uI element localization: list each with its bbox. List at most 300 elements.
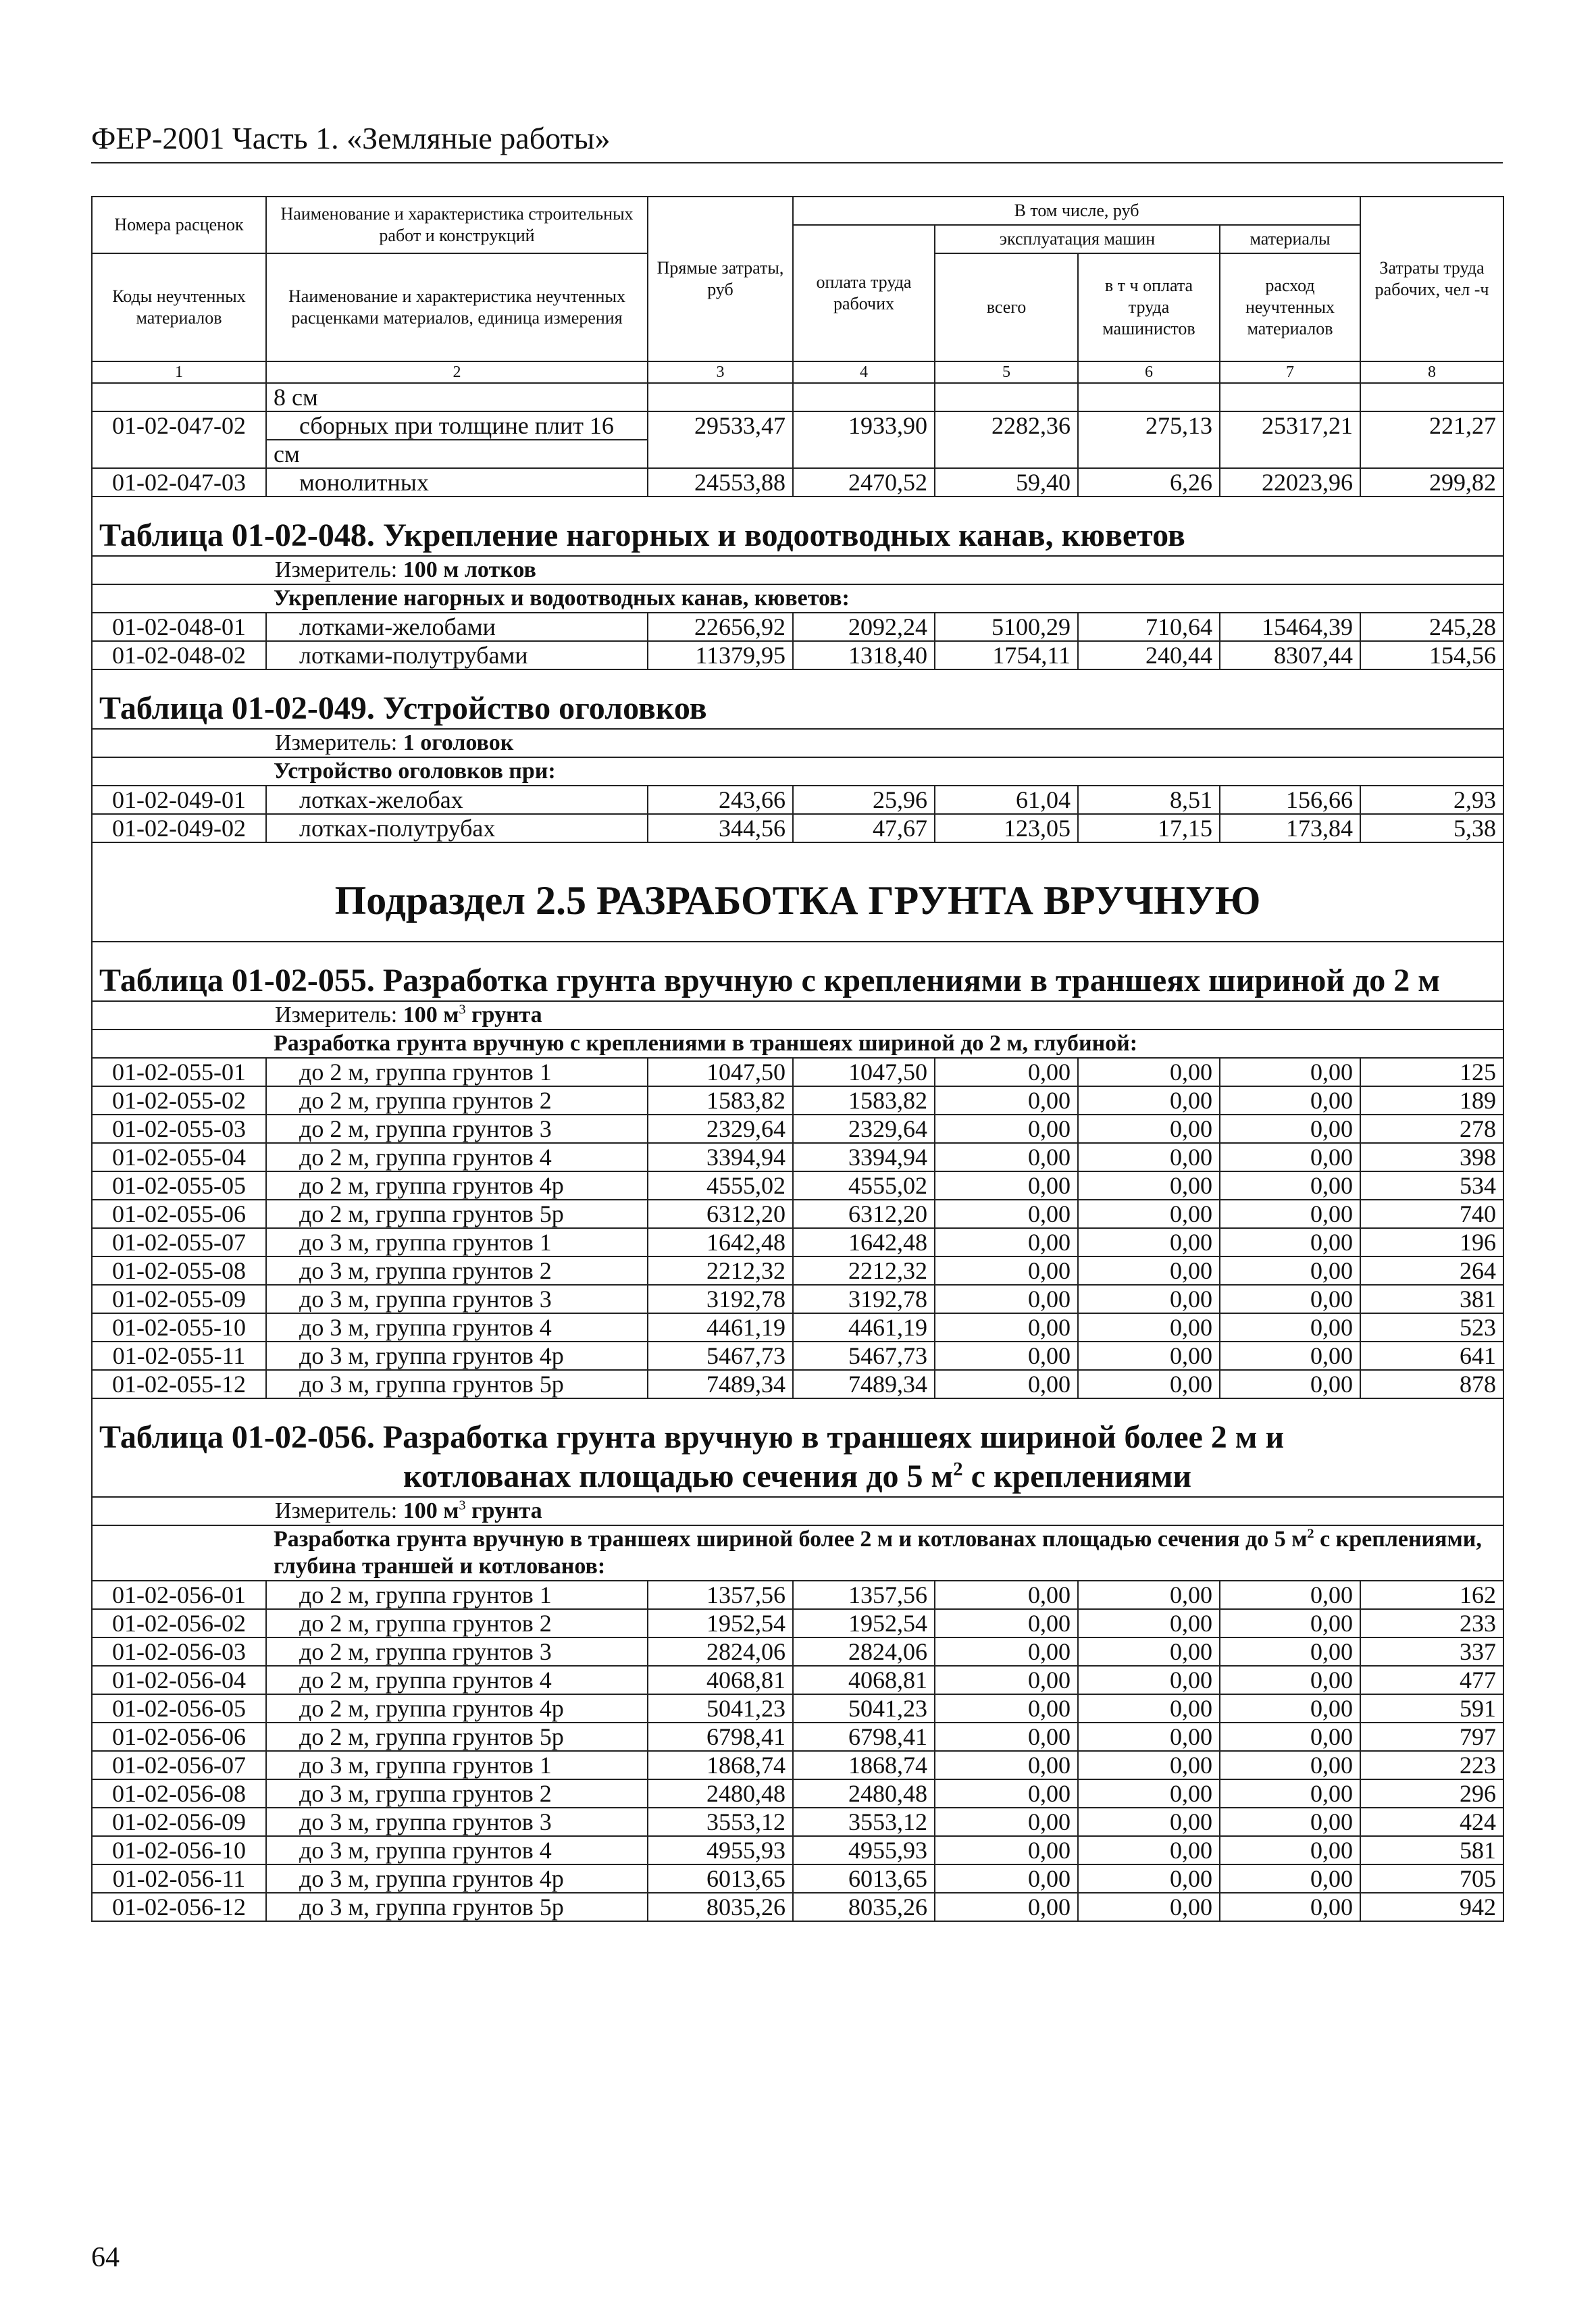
machinists-pay: 0,00	[1078, 1808, 1220, 1836]
direct-cost: 1952,54	[648, 1609, 793, 1637]
materials-cost: 0,00	[1220, 1723, 1360, 1751]
materials-cost: 8307,44	[1220, 641, 1360, 669]
table-row	[92, 1666, 1503, 1694]
header-col6: в т ч оплата труда машинистов	[1078, 253, 1220, 361]
rate-code: 01-02-056-04	[92, 1666, 266, 1694]
rate-name: до 3 м, группа грунтов 1	[266, 1751, 648, 1779]
labor-hours: 196	[1360, 1228, 1503, 1256]
direct-cost: 5467,73	[648, 1342, 793, 1370]
rate-name: до 3 м, группа грунтов 1	[266, 1228, 648, 1256]
rate-code: 01-02-055-10	[92, 1313, 266, 1342]
machines-total: 0,00	[935, 1228, 1078, 1256]
machines-total: 0,00	[935, 1751, 1078, 1779]
table-title-text: Таблица 01-02-055. Разработка грунта вручную с креплениями в траншеях шириной до 2 м	[99, 963, 1440, 998]
table-row	[92, 814, 1503, 842]
rate-name: лотками-желобами	[266, 613, 648, 641]
machines-total: 5100,29	[935, 613, 1078, 641]
header-col5: всего	[935, 253, 1078, 361]
table-row	[92, 1115, 1503, 1143]
labor-cost: 25,96	[793, 786, 935, 814]
measure-label: Измеритель:	[275, 1498, 398, 1523]
table-title-row	[92, 669, 1503, 729]
table-row	[92, 613, 1503, 641]
direct-cost: 5041,23	[648, 1694, 793, 1723]
rate-code: 01-02-056-05	[92, 1694, 266, 1723]
machines-total: 0,00	[935, 1779, 1078, 1808]
rate-code: 01-02-047-03	[92, 468, 266, 497]
machinists-pay: 8,51	[1078, 786, 1220, 814]
table-title-line2-text: котлованах площадью сечения до 5 м	[403, 1458, 954, 1494]
rate-name: до 2 м, группа грунтов 4р	[266, 1171, 648, 1200]
table-title-line2	[99, 1457, 1496, 1496]
measure-row	[92, 556, 1503, 584]
rate-name: до 3 м, группа грунтов 2	[266, 1256, 648, 1285]
rate-name: лотках-желобах	[266, 786, 648, 814]
table-row	[92, 1751, 1503, 1779]
materials-cost: 0,00	[1220, 1200, 1360, 1228]
labor-hours: 337	[1360, 1637, 1503, 1666]
labor-cost: 2212,32	[793, 1256, 935, 1285]
machines-total: 0,00	[935, 1086, 1078, 1115]
rate-name: монолитных	[266, 468, 648, 497]
rate-name: лотками-полутрубами	[266, 641, 648, 669]
subheading-superscript: 2	[1307, 1526, 1314, 1542]
direct-cost: 1047,50	[648, 1058, 793, 1086]
machines-total: 0,00	[935, 1342, 1078, 1370]
machinists-pay: 0,00	[1078, 1285, 1220, 1313]
machinists-pay: 0,00	[1078, 1864, 1220, 1893]
labor-hours: 797	[1360, 1723, 1503, 1751]
table-row	[92, 786, 1503, 814]
rate-code: 01-02-056-09	[92, 1808, 266, 1836]
table-row	[92, 1808, 1503, 1836]
direct-cost: 6798,41	[648, 1723, 793, 1751]
measure-line	[99, 1002, 542, 1027]
direct-cost: 2212,32	[648, 1256, 793, 1285]
labor-hours: 477	[1360, 1666, 1503, 1694]
rate-name: до 3 м, группа грунтов 4р	[266, 1864, 648, 1893]
table-row	[92, 1313, 1503, 1342]
direct-cost: 1583,82	[648, 1086, 793, 1115]
carryover-line	[92, 383, 1503, 411]
direct-cost: 22656,92	[648, 613, 793, 641]
table-row	[92, 1370, 1503, 1398]
machinists-pay: 710,64	[1078, 613, 1220, 641]
rate-name: до 2 м, группа грунтов 4	[266, 1143, 648, 1171]
labor-cost: 1047,50	[793, 1058, 935, 1086]
labor-cost: 3553,12	[793, 1808, 935, 1836]
labor-hours: 278	[1360, 1115, 1503, 1143]
rate-code: 01-02-055-05	[92, 1171, 266, 1200]
rate-name: лотках-полутрубах	[266, 814, 648, 842]
table-row	[92, 1200, 1503, 1228]
materials-cost: 0,00	[1220, 1779, 1360, 1808]
rate-name: до 3 м, группа грунтов 4	[266, 1836, 648, 1864]
materials-cost: 156,66	[1220, 786, 1360, 814]
measure-row	[92, 729, 1503, 757]
machines-total: 0,00	[935, 1143, 1078, 1171]
measure-superscript: 3	[459, 1002, 466, 1017]
direct-cost: 2824,06	[648, 1637, 793, 1666]
labor-hours: 299,82	[1360, 468, 1503, 497]
machinists-pay: 0,00	[1078, 1637, 1220, 1666]
rate-code: 01-02-055-01	[92, 1058, 266, 1086]
col-index: 5	[935, 361, 1078, 383]
header-machines: эксплуатация машин	[935, 225, 1220, 253]
machinists-pay: 275,13	[1078, 411, 1220, 468]
header-index-row	[92, 361, 1503, 383]
machinists-pay: 0,00	[1078, 1342, 1220, 1370]
table-title-line1: Таблица 01-02-056. Разработка грунта вручную в траншеях шириной более 2 м и	[99, 1419, 1285, 1455]
labor-cost: 2824,06	[793, 1637, 935, 1666]
table-row	[92, 1256, 1503, 1285]
page-number: 64	[91, 2242, 120, 2273]
table-row	[92, 1836, 1503, 1864]
labor-hours: 221,27	[1360, 411, 1503, 468]
machines-total: 0,00	[935, 1666, 1078, 1694]
direct-cost: 8035,26	[648, 1893, 793, 1921]
subheading-text: Разработка грунта вручную с креплениями в траншеях шириной до 2 м, глубиной:	[274, 1031, 1138, 1056]
labor-cost: 4461,19	[793, 1313, 935, 1342]
header-col3: Прямые затраты, руб	[648, 197, 793, 361]
measure-tail: грунта	[465, 1498, 542, 1523]
machines-total: 0,00	[935, 1723, 1078, 1751]
labor-cost: 4068,81	[793, 1666, 935, 1694]
labor-cost: 2470,52	[793, 468, 935, 497]
measure-row	[92, 1001, 1503, 1030]
labor-cost: 1357,56	[793, 1581, 935, 1609]
table-row	[92, 411, 1503, 440]
rate-name: до 3 м, группа грунтов 4р	[266, 1342, 648, 1370]
labor-hours: 740	[1360, 1200, 1503, 1228]
machines-total: 0,00	[935, 1058, 1078, 1086]
rate-code: 01-02-055-11	[92, 1342, 266, 1370]
rate-code: 01-02-055-12	[92, 1370, 266, 1398]
rate-code: 01-02-048-02	[92, 641, 266, 669]
measure-tail: грунта	[465, 1002, 542, 1027]
rate-name: до 2 м, группа грунтов 3	[266, 1115, 648, 1143]
table-row	[92, 1342, 1503, 1370]
measure-row	[92, 1497, 1503, 1525]
machinists-pay: 0,00	[1078, 1086, 1220, 1115]
measure-value: 100 м лотков	[403, 557, 536, 582]
rate-name-continuation: см	[266, 440, 648, 468]
rate-code: 01-02-055-06	[92, 1200, 266, 1228]
running-header: ФЕР-2001 Часть 1. «Земляные работы»	[91, 121, 611, 155]
materials-cost: 0,00	[1220, 1285, 1360, 1313]
header-col2-bottom: Наименование и характеристика неучтенных расценками материалов, единица измерения	[266, 253, 648, 361]
labor-hours: 223	[1360, 1751, 1503, 1779]
machinists-pay: 0,00	[1078, 1666, 1220, 1694]
labor-hours: 245,28	[1360, 613, 1503, 641]
subheading-row	[92, 1030, 1503, 1058]
machinists-pay: 0,00	[1078, 1893, 1220, 1921]
col-index: 7	[1220, 361, 1360, 383]
header-materials: материалы	[1220, 225, 1360, 253]
labor-cost: 3394,94	[793, 1143, 935, 1171]
materials-cost: 0,00	[1220, 1086, 1360, 1115]
materials-cost: 0,00	[1220, 1836, 1360, 1864]
subheading	[92, 584, 1503, 613]
header-row-1	[92, 197, 1503, 225]
labor-hours: 424	[1360, 1808, 1503, 1836]
labor-hours: 591	[1360, 1694, 1503, 1723]
machinists-pay: 0,00	[1078, 1115, 1220, 1143]
labor-cost: 8035,26	[793, 1893, 935, 1921]
labor-hours: 534	[1360, 1171, 1503, 1200]
direct-cost: 1868,74	[648, 1751, 793, 1779]
direct-cost: 3394,94	[648, 1143, 793, 1171]
table-title-row	[92, 942, 1503, 1001]
direct-cost: 243,66	[648, 786, 793, 814]
header-rule	[91, 162, 1503, 163]
materials-cost: 0,00	[1220, 1143, 1360, 1171]
labor-hours: 581	[1360, 1836, 1503, 1864]
table-title	[92, 669, 1503, 729]
rate-name: до 3 м, группа грунтов 2	[266, 1779, 648, 1808]
col-index: 3	[648, 361, 793, 383]
labor-cost: 2480,48	[793, 1779, 935, 1808]
direct-cost: 4461,19	[648, 1313, 793, 1342]
direct-cost: 29533,47	[648, 411, 793, 468]
rate-code: 01-02-056-06	[92, 1723, 266, 1751]
labor-hours: 233	[1360, 1609, 1503, 1637]
machinists-pay: 0,00	[1078, 1171, 1220, 1200]
subheading-row	[92, 757, 1503, 786]
col-index: 4	[793, 361, 935, 383]
direct-cost: 2480,48	[648, 1779, 793, 1808]
labor-hours: 705	[1360, 1864, 1503, 1893]
machines-total: 0,00	[935, 1370, 1078, 1398]
machinists-pay: 0,00	[1078, 1836, 1220, 1864]
rate-code: 01-02-048-01	[92, 613, 266, 641]
labor-cost: 4955,93	[793, 1836, 935, 1864]
direct-cost: 344,56	[648, 814, 793, 842]
materials-cost: 0,00	[1220, 1058, 1360, 1086]
direct-cost: 4555,02	[648, 1171, 793, 1200]
machinists-pay: 0,00	[1078, 1609, 1220, 1637]
rate-code: 01-02-055-04	[92, 1143, 266, 1171]
labor-cost: 1933,90	[793, 411, 935, 468]
measure-value: 100 м	[403, 1002, 459, 1027]
table-row	[92, 1143, 1503, 1171]
direct-cost: 4955,93	[648, 1836, 793, 1864]
table-title-row	[92, 1398, 1503, 1497]
labor-hours: 381	[1360, 1285, 1503, 1313]
rate-name: до 3 м, группа грунтов 3	[266, 1808, 648, 1836]
measure	[92, 1497, 1503, 1525]
subheading-text: Укрепление нагорных и водоотводных канав, кюветов:	[274, 586, 850, 611]
labor-hours: 878	[1360, 1370, 1503, 1398]
section-title-text: Подраздел 2.5 РАЗРАБОТКА ГРУНТА ВРУЧНУЮ	[334, 878, 1261, 923]
direct-cost: 3553,12	[648, 1808, 793, 1836]
measure-label: Измеритель:	[275, 730, 398, 755]
measure-label: Измеритель:	[275, 557, 398, 582]
machines-total: 0,00	[935, 1609, 1078, 1637]
materials-cost: 0,00	[1220, 1808, 1360, 1836]
direct-cost: 1357,56	[648, 1581, 793, 1609]
machinists-pay: 17,15	[1078, 814, 1220, 842]
labor-hours: 162	[1360, 1581, 1503, 1609]
machinists-pay: 0,00	[1078, 1256, 1220, 1285]
labor-cost: 1318,40	[793, 641, 935, 669]
table-title	[92, 942, 1503, 1001]
header-col1-bottom: Коды неучтенных материалов	[92, 253, 266, 361]
direct-cost: 7489,34	[648, 1370, 793, 1398]
rate-code: 01-02-049-02	[92, 814, 266, 842]
table-row	[92, 1893, 1503, 1921]
table-row	[92, 1228, 1503, 1256]
materials-cost: 0,00	[1220, 1256, 1360, 1285]
materials-cost: 0,00	[1220, 1370, 1360, 1398]
rate-code: 01-02-056-08	[92, 1779, 266, 1808]
labor-cost: 6798,41	[793, 1723, 935, 1751]
table-row	[92, 1723, 1503, 1751]
labor-cost: 5041,23	[793, 1694, 935, 1723]
table-title-line2-tail: с креплениями	[962, 1458, 1192, 1494]
direct-cost: 2329,64	[648, 1115, 793, 1143]
rate-code: 01-02-056-01	[92, 1581, 266, 1609]
machinists-pay: 0,00	[1078, 1779, 1220, 1808]
machinists-pay: 0,00	[1078, 1228, 1220, 1256]
table-row	[92, 1285, 1503, 1313]
measure	[92, 1001, 1503, 1030]
table-title	[92, 1398, 1503, 1497]
machinists-pay: 0,00	[1078, 1313, 1220, 1342]
measure-label: Измеритель:	[275, 1002, 398, 1027]
col-index: 6	[1078, 361, 1220, 383]
materials-cost: 0,00	[1220, 1694, 1360, 1723]
table-row	[92, 1694, 1503, 1723]
labor-cost: 1583,82	[793, 1086, 935, 1115]
labor-hours: 189	[1360, 1086, 1503, 1115]
labor-hours: 296	[1360, 1779, 1503, 1808]
labor-cost: 1868,74	[793, 1751, 935, 1779]
machinists-pay: 0,00	[1078, 1581, 1220, 1609]
col-index: 8	[1360, 361, 1503, 383]
materials-cost: 0,00	[1220, 1581, 1360, 1609]
materials-cost: 0,00	[1220, 1893, 1360, 1921]
subheading	[92, 757, 1503, 786]
machines-total: 0,00	[935, 1864, 1078, 1893]
header-col4: оплата труда рабочих	[793, 225, 935, 361]
measure-line	[99, 557, 536, 582]
materials-cost: 0,00	[1220, 1342, 1360, 1370]
rate-code: 01-02-056-10	[92, 1836, 266, 1864]
machinists-pay: 6,26	[1078, 468, 1220, 497]
labor-cost: 5467,73	[793, 1342, 935, 1370]
materials-cost: 25317,21	[1220, 411, 1360, 468]
measure-line	[99, 1498, 542, 1523]
materials-cost: 0,00	[1220, 1637, 1360, 1666]
measure-superscript: 3	[459, 1498, 466, 1513]
machines-total: 0,00	[935, 1637, 1078, 1666]
measure-value: 1 оголовок	[403, 730, 514, 755]
labor-hours: 154,56	[1360, 641, 1503, 669]
table-row	[92, 1086, 1503, 1115]
subheading	[92, 1030, 1503, 1058]
rate-name: до 2 м, группа грунтов 1	[266, 1058, 648, 1086]
table-title-text	[99, 1419, 1496, 1496]
machines-total: 0,00	[935, 1285, 1078, 1313]
direct-cost: 6013,65	[648, 1864, 793, 1893]
direct-cost: 11379,95	[648, 641, 793, 669]
rate-name: до 3 м, группа грунтов 5р	[266, 1370, 648, 1398]
labor-cost: 1952,54	[793, 1609, 935, 1637]
table-row	[92, 1171, 1503, 1200]
machines-total: 123,05	[935, 814, 1078, 842]
direct-cost: 1642,48	[648, 1228, 793, 1256]
subheading-row	[92, 584, 1503, 613]
labor-hours: 641	[1360, 1342, 1503, 1370]
measure	[92, 729, 1503, 757]
table-title-text: Таблица 01-02-048. Укрепление нагорных и водоотводных канав, кюветов	[99, 517, 1185, 553]
rate-name: сборных при толщине плит 16	[266, 411, 648, 440]
machines-total: 0,00	[935, 1836, 1078, 1864]
machines-total: 61,04	[935, 786, 1078, 814]
rate-code: 01-02-055-08	[92, 1256, 266, 1285]
header-col7: расход неучтенных материалов	[1220, 253, 1360, 361]
table-title-text: Таблица 01-02-049. Устройство оголовков	[99, 690, 707, 726]
materials-cost: 0,00	[1220, 1609, 1360, 1637]
subheading-text: Устройство оголовков при:	[274, 759, 556, 784]
materials-cost: 0,00	[1220, 1228, 1360, 1256]
rate-code: 01-02-049-01	[92, 786, 266, 814]
materials-cost: 0,00	[1220, 1864, 1360, 1893]
materials-cost: 173,84	[1220, 814, 1360, 842]
labor-hours: 264	[1360, 1256, 1503, 1285]
materials-cost: 0,00	[1220, 1115, 1360, 1143]
rate-name: до 2 м, группа грунтов 4	[266, 1666, 648, 1694]
machines-total: 2282,36	[935, 411, 1078, 468]
rate-name: до 3 м, группа грунтов 5р	[266, 1893, 648, 1921]
header-group: В том числе, руб	[793, 197, 1360, 225]
labor-cost: 1642,48	[793, 1228, 935, 1256]
labor-hours: 398	[1360, 1143, 1503, 1171]
table-row	[92, 1058, 1503, 1086]
materials-cost: 0,00	[1220, 1751, 1360, 1779]
rates-table	[91, 196, 1504, 1922]
machinists-pay: 0,00	[1078, 1058, 1220, 1086]
labor-cost: 2329,64	[793, 1115, 935, 1143]
machinists-pay: 0,00	[1078, 1694, 1220, 1723]
rate-code: 01-02-056-11	[92, 1864, 266, 1893]
rate-code: 01-02-056-02	[92, 1609, 266, 1637]
rate-name: до 2 м, группа грунтов 1	[266, 1581, 648, 1609]
labor-hours: 125	[1360, 1058, 1503, 1086]
section-title	[92, 842, 1503, 942]
table-row	[92, 1864, 1503, 1893]
labor-hours: 942	[1360, 1893, 1503, 1921]
direct-cost: 3192,78	[648, 1285, 793, 1313]
subheading-row	[92, 1525, 1503, 1581]
labor-cost: 7489,34	[793, 1370, 935, 1398]
table-title-row	[92, 497, 1503, 556]
direct-cost: 6312,20	[648, 1200, 793, 1228]
subheading-part2: с креплениями, глубина траншей и котлованов:	[274, 1527, 1482, 1579]
rate-code: 01-02-047-02	[92, 411, 266, 468]
labor-cost: 4555,02	[793, 1171, 935, 1200]
rate-code: 01-02-055-09	[92, 1285, 266, 1313]
machinists-pay: 0,00	[1078, 1751, 1220, 1779]
col-index: 1	[92, 361, 266, 383]
labor-hours: 523	[1360, 1313, 1503, 1342]
carryover-text: 8 см	[266, 383, 648, 411]
rate-name: до 2 м, группа грунтов 5р	[266, 1723, 648, 1751]
machines-total: 0,00	[935, 1313, 1078, 1342]
header-col2-top: Наименование и характеристика строительных работ и конструкций	[266, 197, 648, 253]
rate-code: 01-02-056-07	[92, 1751, 266, 1779]
